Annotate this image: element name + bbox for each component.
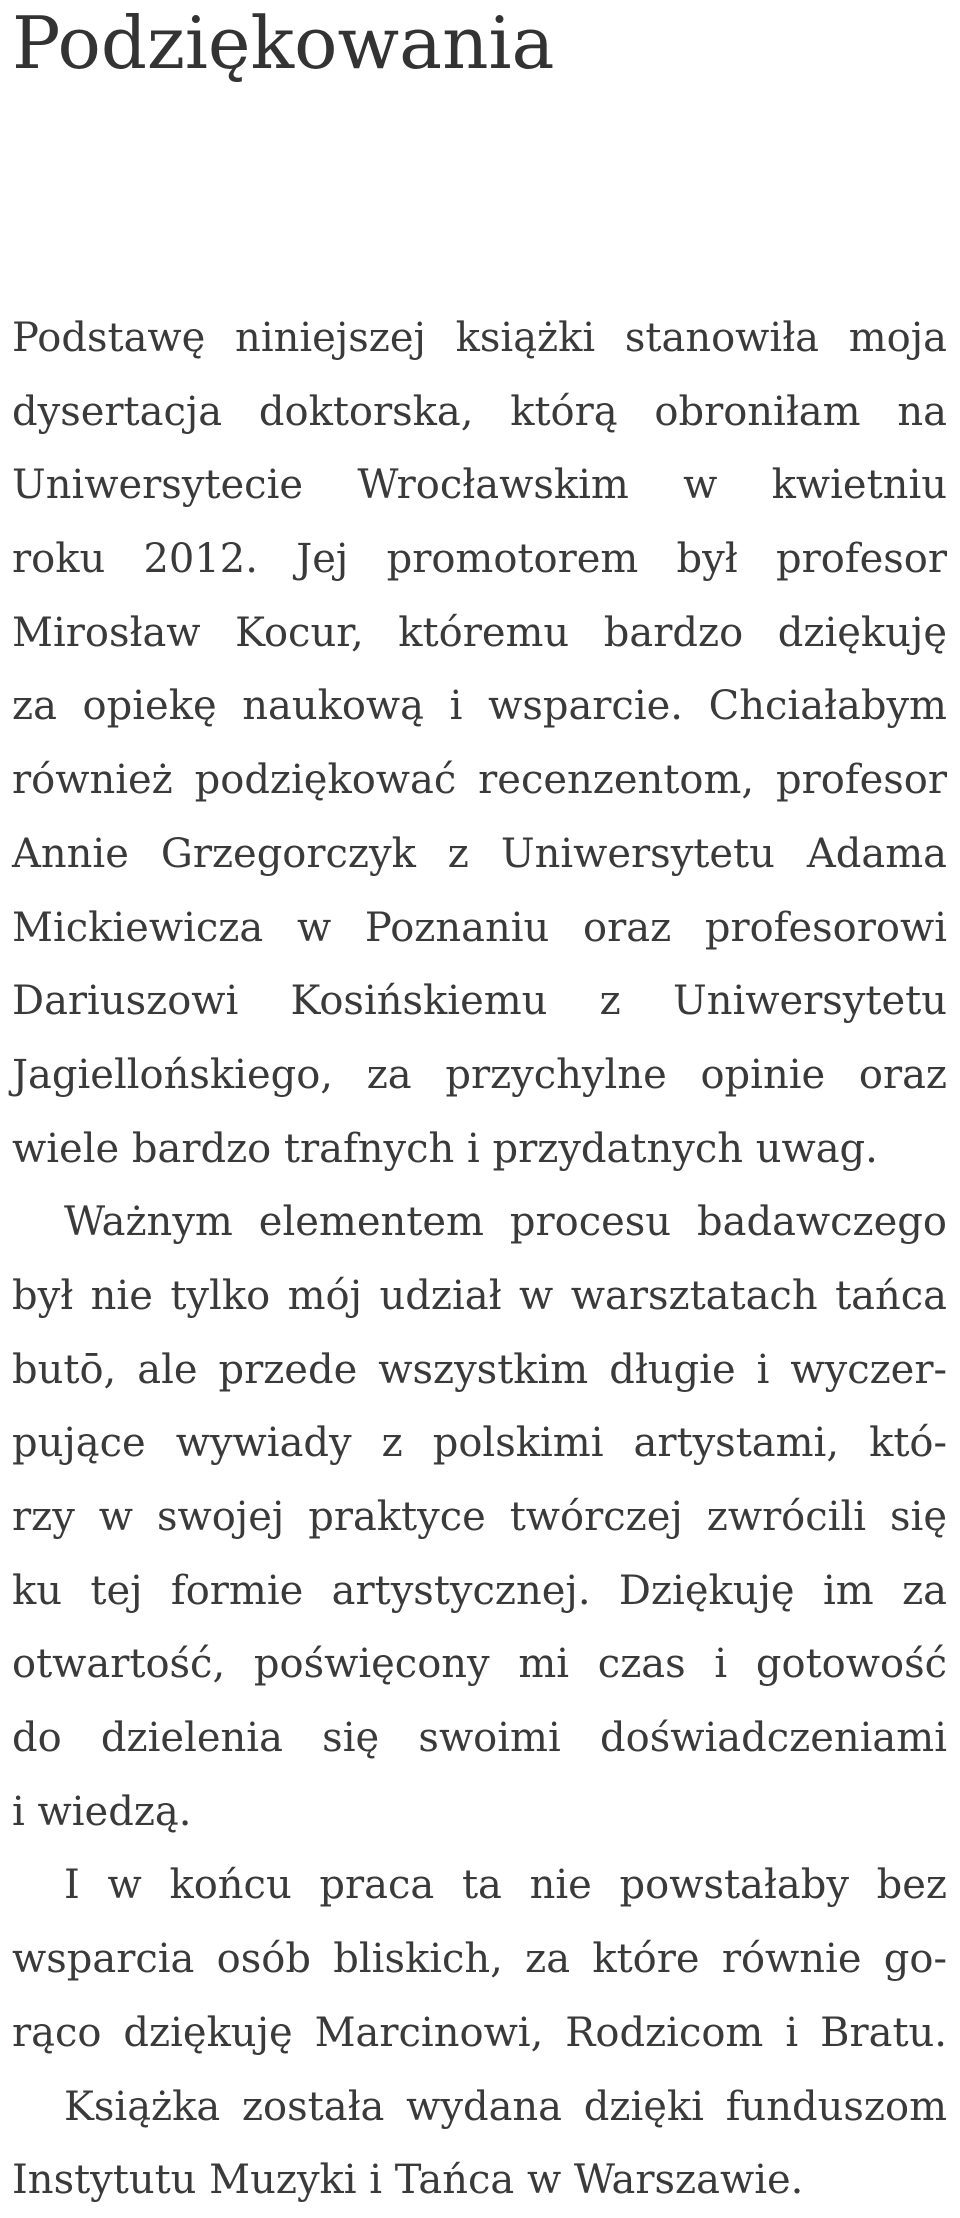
text-line: do dzielenia się swoimi doświadczeniami [12, 1715, 947, 1762]
text-line: butō, ale przede wszystkim długie i wyczer- [12, 1346, 947, 1393]
text-line: dysertacja doktorska, którą obroniłam na [12, 388, 947, 435]
text-line: ku tej formie artystycznej. Dziękuję im za [12, 1567, 947, 1614]
text-line: Książka została wydana dzięki funduszom [64, 2083, 947, 2130]
text-line: roku 2012. Jej promotorem był profesor [12, 536, 947, 583]
text-line: również podziękować recenzentom, profesor [12, 757, 947, 804]
text-line: rzy w swojej praktyce twórczej zwrócili się [12, 1494, 947, 1540]
text-line: Annie Grzegorczyk z Uniwersytetu Adama [12, 830, 947, 877]
text-line: Ważnym elementem procesu badawczego [64, 1199, 947, 1246]
text-line: Podstawę niniejszej książki stanowiła moja [12, 315, 947, 361]
text-line: Uniwersytecie Wrocławskim w kwietniu [12, 462, 947, 509]
text-line: Dariuszowi Kosińskiemu z Uniwersytetu [12, 978, 947, 1025]
text-line: i wiedzą. [12, 1788, 192, 1835]
text-line: Mickiewicza w Poznaniu oraz profesorowi [12, 904, 947, 951]
text-line: za opiekę naukową i wsparcie. Chciałabym [12, 683, 947, 730]
text-line: Instytutu Muzyki i Tańca w Warszawie. [12, 2157, 804, 2204]
text-line: był nie tylko mój udział w warsztatach tańca [12, 1272, 947, 1319]
text-line: wsparcia osób bliskich, za które równie go- [12, 1936, 947, 1983]
page-title: Podziękowania [12, 1, 555, 85]
text-line: otwartość, poświęcony mi czas i gotowość [12, 1641, 947, 1688]
text-line: I w końcu praca ta nie powstałaby bez [64, 1862, 947, 1909]
text-line: Jagiellońskiego, za przychylne opinie oraz [12, 1051, 947, 1098]
text-line: Mirosław Kocur, któremu bardzo dziękuję [12, 609, 947, 656]
text-line: pujące wywiady z polskimi artystami, któ- [12, 1420, 947, 1467]
acknowledgements-text [12, 302, 947, 2218]
text-line: rąco dziękuję Marcinowi, Rodzicom i Bratu. [12, 2009, 947, 2056]
text-line: wiele bardzo trafnych i przydatnych uwag. [12, 1125, 878, 1172]
